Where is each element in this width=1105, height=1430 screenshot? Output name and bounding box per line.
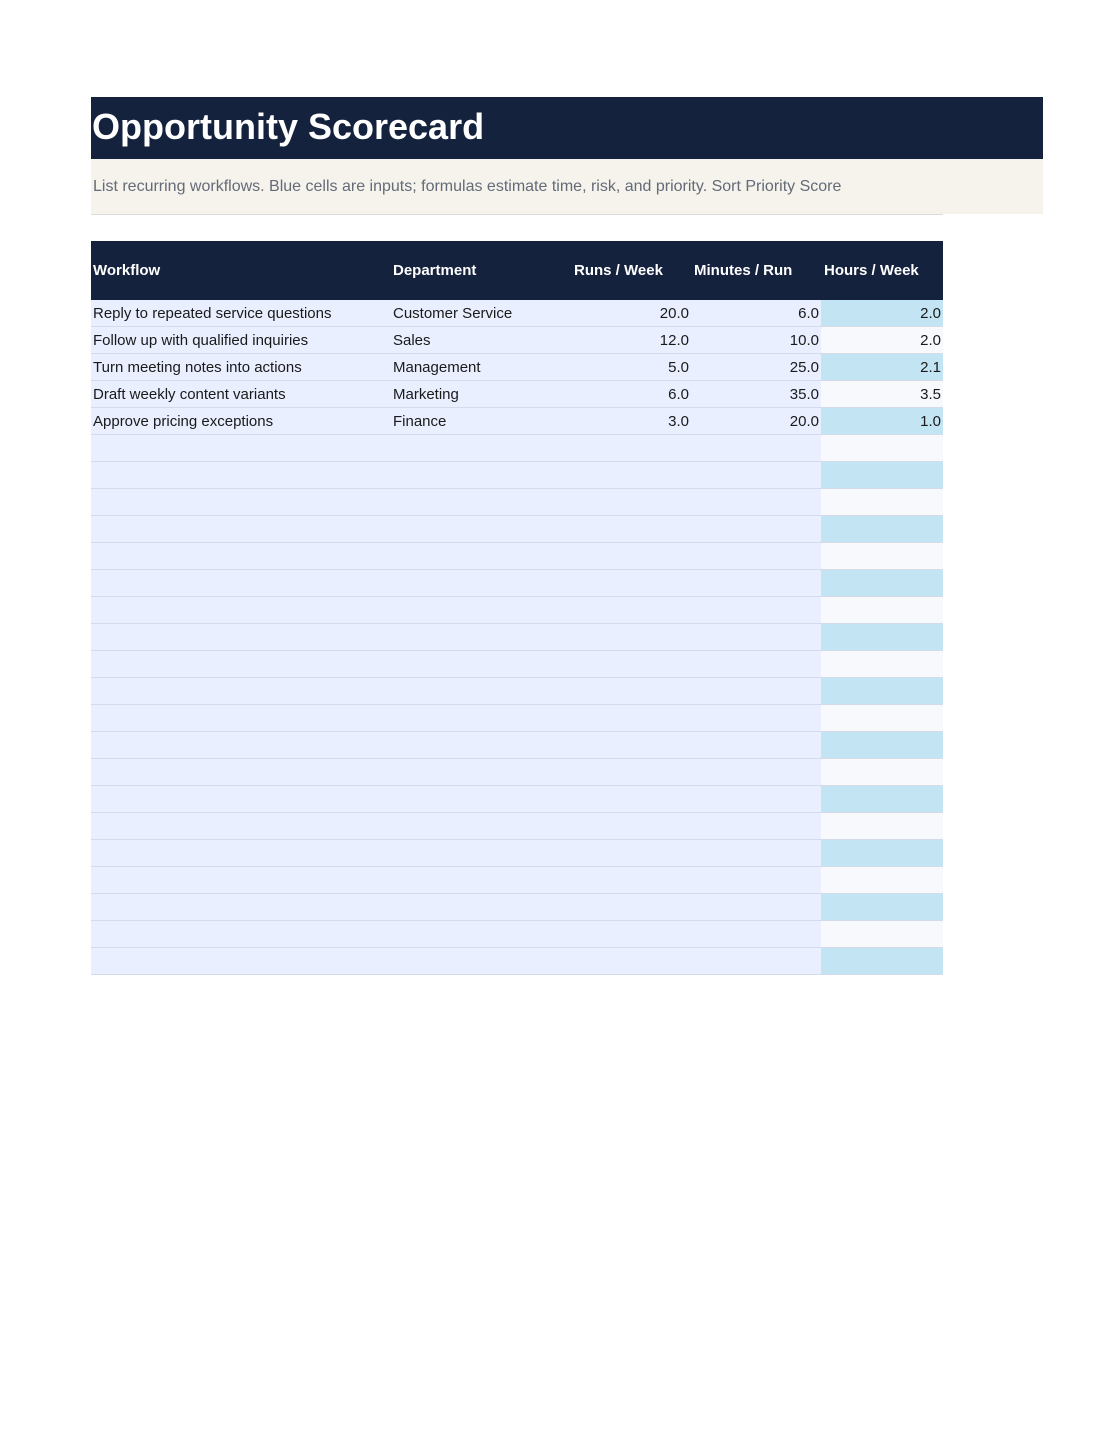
- instructions-text: List recurring workflows. Blue cells are inputs; formulas estimate time, risk, and priority. Sort Priority Score: [93, 178, 842, 195]
- hours-per-week-cell[interactable]: [821, 651, 943, 677]
- column-header-hours-per-week[interactable]: Hours / Week: [824, 262, 919, 279]
- department-cell[interactable]: [391, 543, 571, 569]
- table-row: [91, 813, 943, 840]
- department-cell[interactable]: [391, 570, 571, 596]
- department-cell[interactable]: [391, 678, 571, 704]
- table-row: [91, 300, 943, 327]
- minutes-per-run-cell[interactable]: 20.0: [691, 408, 821, 434]
- table-row: [91, 597, 943, 624]
- runs-per-week-cell[interactable]: [571, 948, 691, 974]
- column-header-minutes-per-run[interactable]: Minutes / Run: [694, 262, 793, 279]
- hours-per-week-cell[interactable]: [821, 624, 943, 650]
- runs-per-week-cell[interactable]: 5.0: [571, 354, 691, 380]
- workflow-cell[interactable]: [91, 921, 391, 947]
- hours-per-week-cell[interactable]: [821, 921, 943, 947]
- runs-per-week-cell[interactable]: [571, 921, 691, 947]
- department-cell[interactable]: [391, 813, 571, 839]
- workflow-cell[interactable]: [91, 759, 391, 785]
- workflow-cell[interactable]: [91, 948, 391, 974]
- minutes-per-run-cell[interactable]: [691, 705, 821, 731]
- runs-per-week-cell[interactable]: 12.0: [571, 327, 691, 353]
- runs-per-week-cell[interactable]: 6.0: [571, 381, 691, 407]
- workflow-cell[interactable]: [91, 597, 391, 623]
- hours-per-week-cell[interactable]: [821, 759, 943, 785]
- department-cell[interactable]: [391, 759, 571, 785]
- minutes-per-run-cell[interactable]: 25.0: [691, 354, 821, 380]
- runs-per-week-cell[interactable]: [571, 462, 691, 488]
- department-cell[interactable]: [391, 705, 571, 731]
- minutes-per-run-cell[interactable]: 6.0: [691, 300, 821, 326]
- minutes-per-run-cell[interactable]: [691, 462, 821, 488]
- runs-per-week-cell[interactable]: 3.0: [571, 408, 691, 434]
- department-cell[interactable]: [391, 948, 571, 974]
- table-row: [91, 624, 943, 651]
- workflow-cell[interactable]: [91, 732, 391, 758]
- runs-per-week-cell[interactable]: [571, 597, 691, 623]
- minutes-per-run-cell[interactable]: [691, 921, 821, 947]
- minutes-per-run-cell[interactable]: [691, 813, 821, 839]
- column-header-department[interactable]: Department: [393, 262, 477, 279]
- workflow-cell[interactable]: [91, 489, 391, 515]
- hours-per-week-cell[interactable]: [821, 489, 943, 515]
- table-row: [91, 570, 943, 597]
- department-cell[interactable]: [391, 732, 571, 758]
- department-cell[interactable]: Finance: [391, 408, 571, 434]
- divider: [91, 214, 943, 215]
- runs-per-week-cell[interactable]: [571, 570, 691, 596]
- table-row: [91, 840, 943, 867]
- department-cell[interactable]: [391, 435, 571, 461]
- table-row: [91, 435, 943, 462]
- hours-per-week-cell[interactable]: [821, 597, 943, 623]
- department-cell[interactable]: [391, 516, 571, 542]
- workflow-cell[interactable]: Follow up with qualified inquiries: [91, 327, 391, 353]
- minutes-per-run-cell[interactable]: [691, 597, 821, 623]
- page-title: Opportunity Scorecard: [92, 106, 485, 147]
- hours-per-week-cell[interactable]: [821, 867, 943, 893]
- workflow-cell[interactable]: Reply to repeated service questions: [91, 300, 391, 326]
- runs-per-week-cell[interactable]: [571, 435, 691, 461]
- workflow-cell[interactable]: [91, 624, 391, 650]
- workflow-cell[interactable]: Approve pricing exceptions: [91, 408, 391, 434]
- runs-per-week-cell[interactable]: [571, 489, 691, 515]
- hours-per-week-cell[interactable]: [821, 786, 943, 812]
- table-row: [91, 408, 943, 435]
- table-row: [91, 651, 943, 678]
- hours-per-week-cell[interactable]: [821, 570, 943, 596]
- hours-per-week-cell[interactable]: [821, 894, 943, 920]
- minutes-per-run-cell[interactable]: [691, 651, 821, 677]
- department-cell[interactable]: Customer Service: [391, 300, 571, 326]
- title-banner: [91, 97, 1043, 159]
- minutes-per-run-cell[interactable]: [691, 867, 821, 893]
- table-row: [91, 516, 943, 543]
- hours-per-week-cell[interactable]: [821, 435, 943, 461]
- table-row: [91, 354, 943, 381]
- department-cell[interactable]: [391, 462, 571, 488]
- minutes-per-run-cell[interactable]: [691, 543, 821, 569]
- minutes-per-run-cell[interactable]: 35.0: [691, 381, 821, 407]
- hours-per-week-cell[interactable]: 2.0: [821, 327, 943, 353]
- workflow-cell[interactable]: [91, 516, 391, 542]
- workflow-cell[interactable]: [91, 462, 391, 488]
- runs-per-week-cell[interactable]: 20.0: [571, 300, 691, 326]
- minutes-per-run-cell[interactable]: [691, 570, 821, 596]
- table-row: [91, 894, 943, 921]
- workflow-cell[interactable]: [91, 813, 391, 839]
- minutes-per-run-cell[interactable]: [691, 840, 821, 866]
- table-row: [91, 543, 943, 570]
- column-header-runs-per-week[interactable]: Runs / Week: [574, 262, 663, 279]
- minutes-per-run-cell[interactable]: [691, 786, 821, 812]
- table-row: [91, 921, 943, 948]
- instructions-banner: [91, 159, 1043, 214]
- minutes-per-run-cell[interactable]: [691, 516, 821, 542]
- table-row: [91, 678, 943, 705]
- runs-per-week-cell[interactable]: [571, 759, 691, 785]
- table-row: [91, 705, 943, 732]
- department-cell[interactable]: [391, 651, 571, 677]
- column-header-workflow[interactable]: Workflow: [93, 262, 161, 279]
- hours-per-week-cell[interactable]: 1.0: [821, 408, 943, 434]
- minutes-per-run-cell[interactable]: [691, 624, 821, 650]
- table-row: [91, 381, 943, 408]
- hours-per-week-cell[interactable]: [821, 732, 943, 758]
- table-row: [91, 732, 943, 759]
- table-row: [91, 759, 943, 786]
- scorecard-table: [91, 241, 943, 975]
- hours-per-week-cell[interactable]: [821, 543, 943, 569]
- hours-per-week-cell[interactable]: [821, 813, 943, 839]
- department-cell[interactable]: [391, 921, 571, 947]
- workflow-cell[interactable]: [91, 894, 391, 920]
- workflow-cell[interactable]: Turn meeting notes into actions: [91, 354, 391, 380]
- minutes-per-run-cell[interactable]: [691, 894, 821, 920]
- workflow-cell[interactable]: Draft weekly content variants: [91, 381, 391, 407]
- department-cell[interactable]: [391, 894, 571, 920]
- table-row: [91, 462, 943, 489]
- minutes-per-run-cell[interactable]: [691, 732, 821, 758]
- hours-per-week-cell[interactable]: 3.5: [821, 381, 943, 407]
- minutes-per-run-cell[interactable]: [691, 948, 821, 974]
- hours-per-week-cell[interactable]: [821, 948, 943, 974]
- runs-per-week-cell[interactable]: [571, 894, 691, 920]
- hours-per-week-cell[interactable]: [821, 705, 943, 731]
- runs-per-week-cell[interactable]: [571, 543, 691, 569]
- table-row: [91, 948, 943, 975]
- department-cell[interactable]: [391, 597, 571, 623]
- hours-per-week-cell[interactable]: [821, 462, 943, 488]
- runs-per-week-cell[interactable]: [571, 651, 691, 677]
- runs-per-week-cell[interactable]: [571, 624, 691, 650]
- minutes-per-run-cell[interactable]: [691, 435, 821, 461]
- department-cell[interactable]: [391, 867, 571, 893]
- hours-per-week-cell[interactable]: [821, 516, 943, 542]
- table-header-row: [91, 241, 943, 300]
- runs-per-week-cell[interactable]: [571, 732, 691, 758]
- runs-per-week-cell[interactable]: [571, 867, 691, 893]
- hours-per-week-cell[interactable]: 2.0: [821, 300, 943, 326]
- minutes-per-run-cell[interactable]: [691, 678, 821, 704]
- department-cell[interactable]: [391, 786, 571, 812]
- workflow-cell[interactable]: [91, 435, 391, 461]
- department-cell[interactable]: Management: [391, 354, 571, 380]
- workflow-cell[interactable]: [91, 570, 391, 596]
- runs-per-week-cell[interactable]: [571, 678, 691, 704]
- department-cell[interactable]: [391, 840, 571, 866]
- department-cell[interactable]: Marketing: [391, 381, 571, 407]
- table-row: [91, 327, 943, 354]
- department-cell[interactable]: [391, 489, 571, 515]
- table-row: [91, 786, 943, 813]
- hours-per-week-cell[interactable]: 2.1: [821, 354, 943, 380]
- hours-per-week-cell[interactable]: [821, 840, 943, 866]
- table-body: [91, 300, 943, 975]
- minutes-per-run-cell[interactable]: 10.0: [691, 327, 821, 353]
- runs-per-week-cell[interactable]: [571, 786, 691, 812]
- table-row: [91, 489, 943, 516]
- runs-per-week-cell[interactable]: [571, 516, 691, 542]
- runs-per-week-cell[interactable]: [571, 705, 691, 731]
- workflow-cell[interactable]: [91, 543, 391, 569]
- workflow-cell[interactable]: [91, 867, 391, 893]
- workflow-cell[interactable]: [91, 651, 391, 677]
- table-row: [91, 867, 943, 894]
- workflow-cell[interactable]: [91, 678, 391, 704]
- runs-per-week-cell[interactable]: [571, 840, 691, 866]
- department-cell[interactable]: Sales: [391, 327, 571, 353]
- hours-per-week-cell[interactable]: [821, 678, 943, 704]
- runs-per-week-cell[interactable]: [571, 813, 691, 839]
- department-cell[interactable]: [391, 624, 571, 650]
- workflow-cell[interactable]: [91, 786, 391, 812]
- workflow-cell[interactable]: [91, 705, 391, 731]
- workflow-cell[interactable]: [91, 840, 391, 866]
- minutes-per-run-cell[interactable]: [691, 759, 821, 785]
- minutes-per-run-cell[interactable]: [691, 489, 821, 515]
